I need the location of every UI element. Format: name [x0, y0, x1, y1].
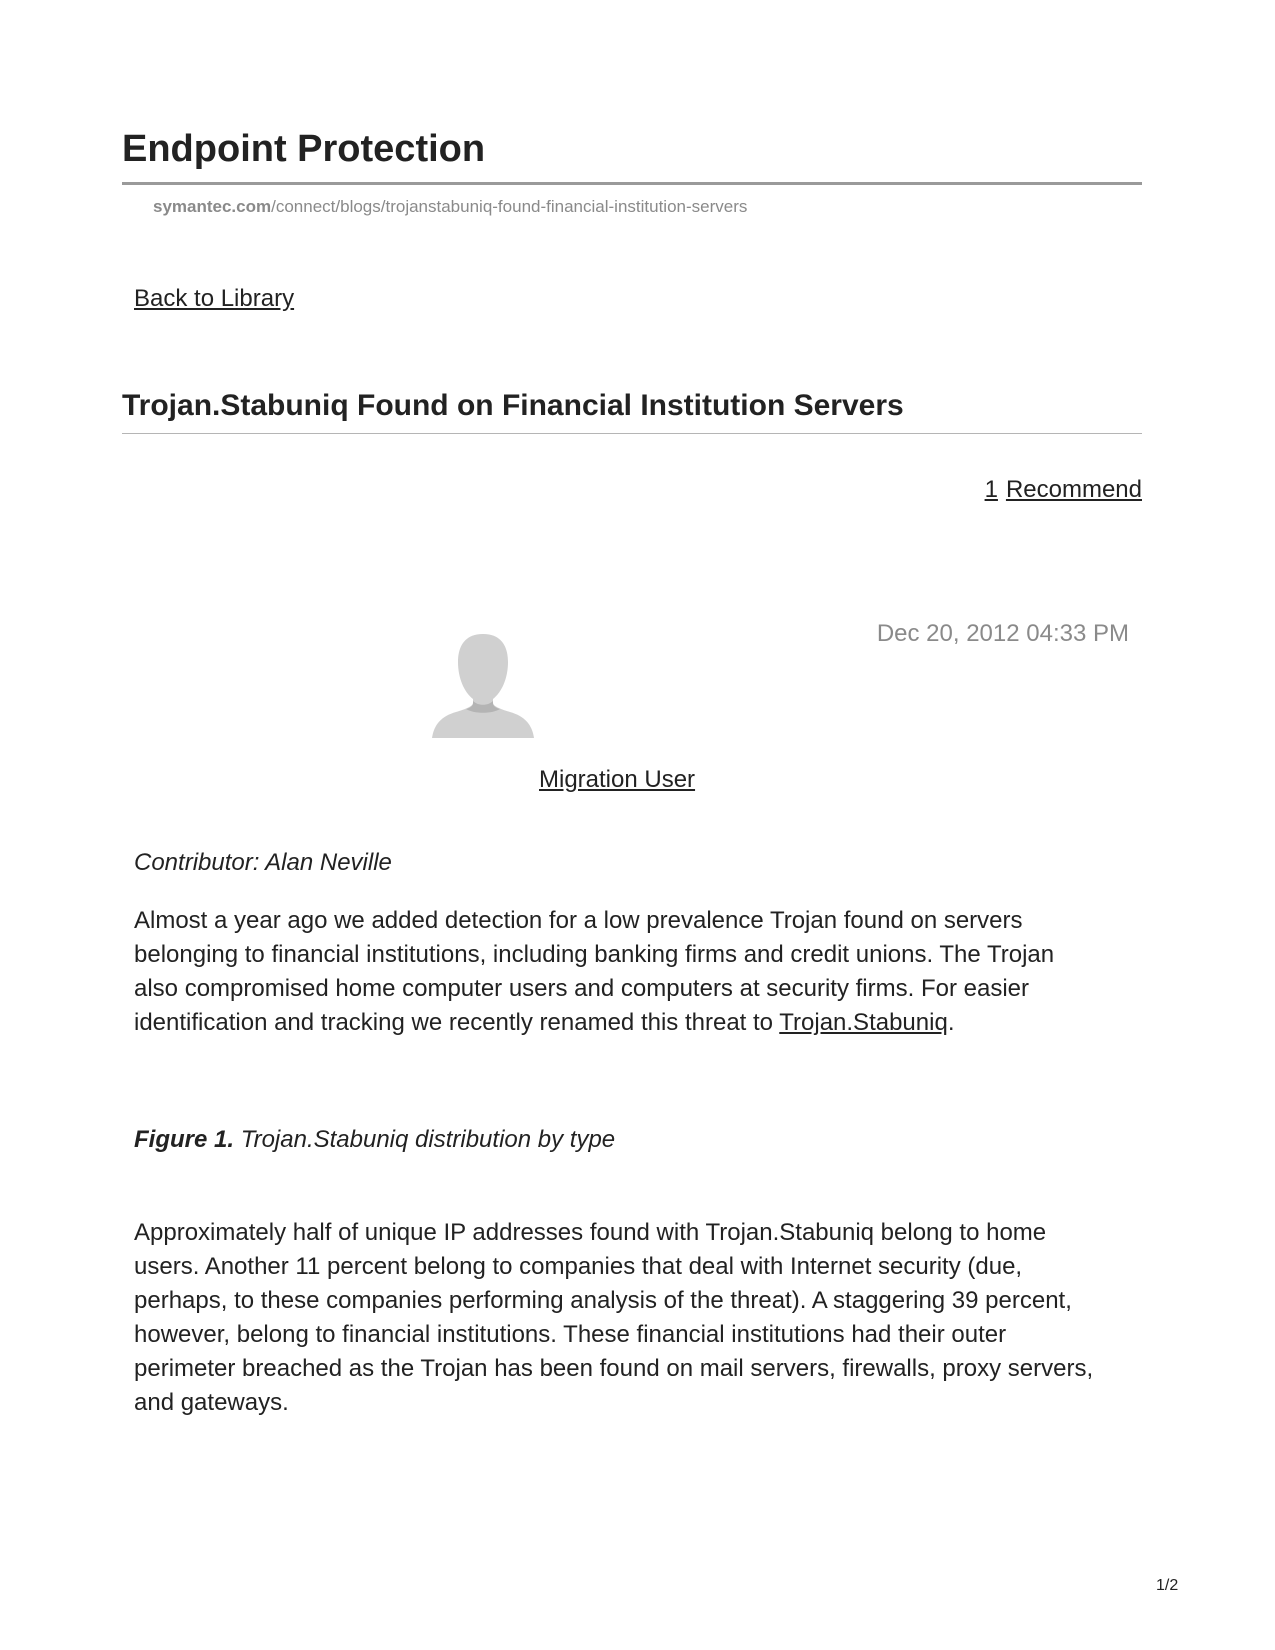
paragraph-line: however, belong to financial institutions. These financial institutions had their outer: [134, 1321, 1007, 1348]
paragraph-text: identification and tracking we recently renamed this threat to: [134, 1009, 780, 1036]
article-title-divider: [122, 433, 1142, 434]
back-to-library-link[interactable]: Back to Library: [134, 285, 295, 312]
article-title: Trojan.Stabuniq Found on Financial Institution Servers: [122, 389, 904, 422]
recommend-count-link[interactable]: 1: [984, 476, 998, 503]
paragraph-line: users. Another 11 percent belong to companies that deal with Internet security (due,: [134, 1253, 1023, 1280]
post-date: Dec 20, 2012 04:33 PM: [876, 620, 1129, 647]
paragraph-text: .: [947, 1009, 955, 1036]
paragraph-line: also compromised home computer users and computers at security firms. For easier: [134, 975, 1029, 1002]
source-path: /connect/blogs/trojanstabuniq-found-financial-institution-servers: [271, 197, 748, 216]
paragraph-line: perhaps, to these companies performing analysis of the threat). A staggering 39 percent,: [134, 1287, 1072, 1314]
recommend-link[interactable]: Recommend: [1005, 476, 1142, 503]
source-url: [153, 196, 747, 218]
recommend-row: [985, 475, 1142, 505]
site-title: Endpoint Protection: [122, 128, 486, 170]
figure-caption: [134, 1125, 615, 1155]
page-number: 1/2: [1156, 1577, 1179, 1594]
title-divider: [122, 182, 1142, 185]
paragraph-line: belonging to financial institutions, including banking firms and credit unions. The Trojan: [134, 941, 1055, 968]
contributor-line: Contributor: Alan Neville: [134, 849, 392, 876]
article-paragraph-2: [134, 1216, 1134, 1420]
paragraph-line: Approximately half of unique IP addresses found with Trojan.Stabuniq belong to home: [134, 1219, 1047, 1246]
article-paragraph-1: [134, 904, 1134, 1040]
paragraph-line: Almost a year ago we added detection for a low prevalence Trojan found on servers: [134, 907, 1023, 934]
figure-label: Figure 1.: [134, 1126, 235, 1153]
paragraph-line: perimeter breached as the Trojan has been found on mail servers, firewalls, proxy servers,: [134, 1355, 1094, 1382]
source-domain: symantec.com: [153, 197, 272, 216]
figure-caption-text: Trojan.Stabuniq distribution by type: [234, 1126, 616, 1153]
paragraph-line: [134, 1006, 1134, 1040]
author-link[interactable]: Migration User: [539, 766, 696, 793]
paragraph-line: and gateways.: [134, 1389, 289, 1416]
trojan-stabuniq-link[interactable]: Trojan.Stabuniq: [779, 1009, 948, 1036]
avatar-icon: [430, 632, 536, 738]
